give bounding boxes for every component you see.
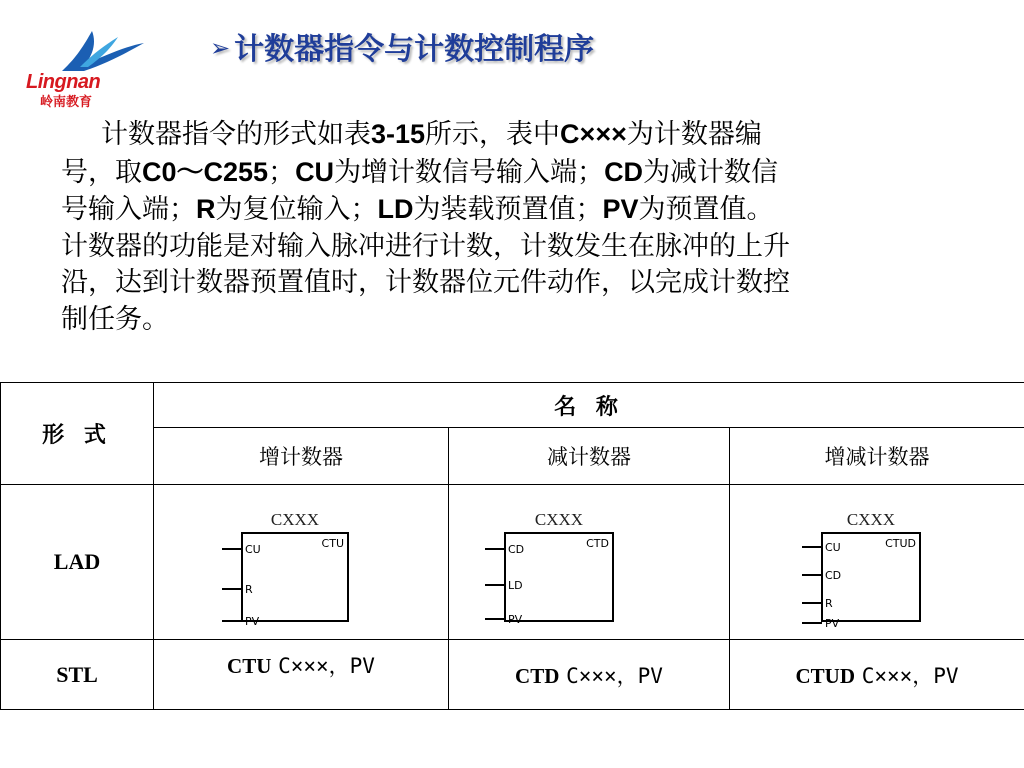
row-label-lad: LAD <box>1 485 154 640</box>
row-label-stl: STL <box>1 640 154 710</box>
para-bold: CU <box>295 156 335 187</box>
para-line-3 <box>61 191 1001 229</box>
para-bold: C××× <box>560 119 627 149</box>
swoosh-icon <box>22 27 150 75</box>
para-text: 为计数器编 <box>626 119 762 150</box>
stl-ctu <box>154 640 449 710</box>
lad-diagram <box>449 487 730 637</box>
lad-input-label: CU <box>825 541 841 554</box>
arrow-bullet-icon: ➢ <box>210 34 231 62</box>
lad-counter-name: CXXX <box>846 510 896 529</box>
description-paragraph <box>61 116 1001 338</box>
header-form: 形 式 <box>1 383 154 485</box>
para-text: 所示，表中 <box>425 119 561 150</box>
lad-instruction-type: CTUD <box>885 537 916 550</box>
lad-input-label: R <box>825 597 833 610</box>
lad-input-label: PV <box>508 613 523 626</box>
lad-diagram <box>730 487 1024 637</box>
lad-input-label: PV <box>245 615 260 628</box>
para-text: 为增计数信号输入端； <box>334 156 605 188</box>
lad-counter-name: CXXX <box>534 510 584 529</box>
para-text: 计数器指令的形式如表 <box>101 119 371 150</box>
lad-block-ctu <box>154 487 448 637</box>
lad-input-label: R <box>245 583 253 596</box>
lad-input-label: CD <box>825 569 842 582</box>
para-bold: PV <box>602 194 639 224</box>
lad-diagram <box>154 487 449 637</box>
para-line-1 <box>61 116 1001 154</box>
lad-instruction-type: CTD <box>586 537 609 550</box>
lad-input-label: CU <box>245 543 261 556</box>
para-bold: C0～C255 <box>142 156 269 187</box>
page-title <box>210 24 594 68</box>
stl-keyword: CTU <box>227 654 272 678</box>
lad-input-label: CD <box>508 543 525 556</box>
lad-block-ctud <box>730 487 1024 637</box>
stl-argument: C×××，PV <box>861 663 959 688</box>
para-line-6: 制任务。 <box>61 303 169 335</box>
lad-counter-name: CXXX <box>270 510 320 529</box>
para-text: 为复位输入； <box>215 194 378 225</box>
stl-keyword: CTUD <box>795 663 855 688</box>
para-text: 为减计数信 <box>643 156 779 188</box>
para-bold: 3-15 <box>371 119 426 149</box>
para-text: 为预置值。 <box>638 194 774 225</box>
logo-chinese-name: 岭南教育 <box>40 95 93 110</box>
para-text: ； <box>268 156 296 188</box>
para-line-5: 沿，达到计数器预置值时，计数器位元件动作，以完成计数控 <box>61 267 790 298</box>
lad-instruction-type: CTU <box>321 537 344 550</box>
lingnan-logo <box>22 27 150 112</box>
lad-cell-ctud <box>730 485 1024 640</box>
header-up-down-counter: 增减计数器 <box>730 428 1024 485</box>
logo-name: Lingnan <box>26 71 101 93</box>
stl-argument: C×××，PV <box>278 654 375 678</box>
para-line-2 <box>61 154 1001 192</box>
header-down-counter: 减计数器 <box>449 428 730 485</box>
para-bold: LD <box>377 194 414 224</box>
para-line-4: 计数器的功能是对输入脉冲进行计数，计数发生在脉冲的上升 <box>61 230 790 262</box>
page-title-text: 计数器指令与计数控制程序 <box>234 32 595 67</box>
stl-argument: C×××，PV <box>566 663 663 688</box>
stl-ctud <box>730 640 1024 710</box>
stl-ctd <box>449 640 730 710</box>
header-up-counter: 增计数器 <box>154 428 449 485</box>
stl-keyword: CTD <box>515 663 560 688</box>
lad-input-label: PV <box>825 617 840 630</box>
para-bold: CD <box>604 156 644 187</box>
para-text: 为装载预置值； <box>413 194 603 225</box>
lad-input-label: LD <box>508 579 523 592</box>
para-text: 号输入端； <box>61 194 196 225</box>
counter-instruction-table <box>0 382 1024 710</box>
lad-cell-ctu <box>154 485 449 640</box>
lad-cell-ctd <box>449 485 730 640</box>
para-text: 号，取 <box>61 156 142 188</box>
lad-block-ctd <box>449 487 729 637</box>
header-name: 名 称 <box>154 383 1024 428</box>
para-bold: R <box>196 194 216 224</box>
